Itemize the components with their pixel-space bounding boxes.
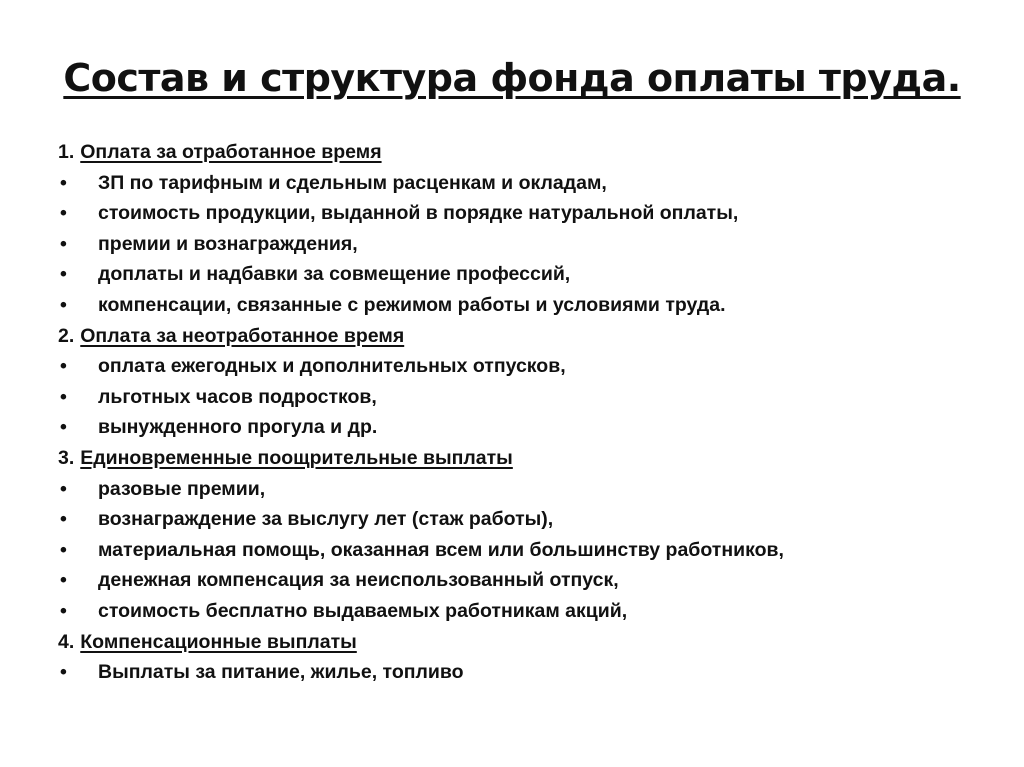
list-item-text: материальная помощь, оказанная всем или большинству работников, xyxy=(98,538,784,561)
section-heading xyxy=(58,627,958,658)
section-heading-text: Оплата за неотработанное время xyxy=(80,324,405,347)
section-heading xyxy=(58,443,958,474)
list-item-text: премии и вознаграждения, xyxy=(98,232,358,255)
bullet-icon: • xyxy=(60,232,67,255)
bullet-icon: • xyxy=(60,416,67,439)
list-item xyxy=(58,168,958,199)
list-item xyxy=(58,259,958,290)
section-heading-text: Единовременные поощрительные выплаты xyxy=(80,446,513,469)
list-item xyxy=(58,596,958,627)
bullet-icon: • xyxy=(60,355,67,378)
bullet-icon: • xyxy=(60,599,67,622)
bullet-icon: • xyxy=(60,569,67,592)
list-item xyxy=(58,565,958,596)
list-item xyxy=(58,535,958,566)
list-item-text: денежная компенсация за неиспользованный отпуск, xyxy=(98,569,619,592)
bullet-icon: • xyxy=(60,171,67,194)
list-item-text: вознаграждение за выслугу лет (стаж работы), xyxy=(98,508,554,531)
section-number: 4. xyxy=(58,630,75,653)
list-item xyxy=(58,474,958,505)
bullet-icon: • xyxy=(60,508,67,531)
list-item xyxy=(58,290,958,321)
bullet-icon: • xyxy=(60,477,67,500)
bullet-icon: • xyxy=(60,538,67,561)
section-heading xyxy=(58,137,958,168)
list-item-text: льготных часов подростков, xyxy=(98,385,377,408)
list-item-text: компенсации, связанные с режимом работы и условиями труда. xyxy=(98,293,726,316)
list-item-text: вынужденного прогула и др. xyxy=(98,416,378,439)
section-heading-text: Компенсационные выплаты xyxy=(80,630,357,653)
list-item xyxy=(58,412,958,443)
list-item-text: оплата ежегодных и дополнительных отпусков, xyxy=(98,355,566,378)
list-item xyxy=(58,382,958,413)
list-item xyxy=(58,657,958,688)
bullet-icon: • xyxy=(60,202,67,225)
list-item xyxy=(58,229,958,260)
slide-content xyxy=(58,137,958,688)
bullet-icon: • xyxy=(60,661,67,684)
list-item-text: стоимость бесплатно выдаваемых работникам акций, xyxy=(98,599,628,622)
section-heading-text: Оплата за отработанное время xyxy=(80,141,382,163)
list-item xyxy=(58,198,958,229)
section-number: 1. xyxy=(58,141,75,163)
list-item-text: разовые премии, xyxy=(98,477,266,500)
list-item xyxy=(58,504,958,535)
list-item-text: стоимость продукции, выданной в порядке натуральной оплаты, xyxy=(98,202,739,225)
section-number: 3. xyxy=(58,446,75,469)
bullet-icon: • xyxy=(60,263,67,286)
list-item-text: ЗП по тарифным и сдельным расценкам и окладам, xyxy=(98,171,607,194)
list-item-text: доплаты и надбавки за совмещение профессий, xyxy=(98,263,571,286)
list-item xyxy=(58,351,958,382)
section-heading xyxy=(58,321,958,352)
section-number: 2. xyxy=(58,324,75,347)
bullet-icon: • xyxy=(60,385,67,408)
slide-title: Состав и структура фонда оплаты труда. xyxy=(63,56,961,100)
bullet-icon: • xyxy=(60,293,67,316)
list-item-text: Выплаты за питание, жилье, топливо xyxy=(98,661,464,684)
